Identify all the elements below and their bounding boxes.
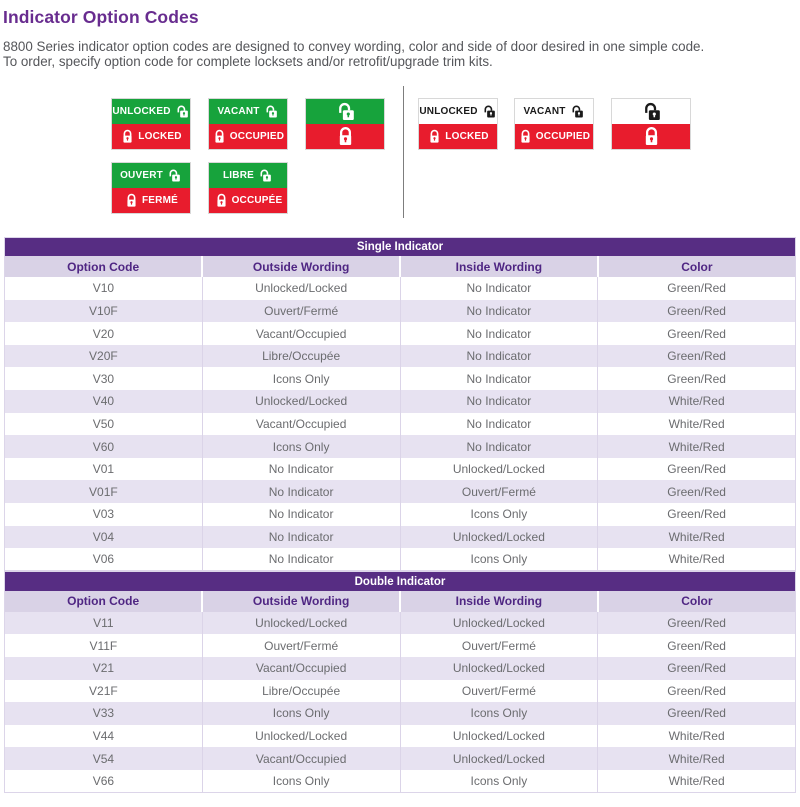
table-row bbox=[5, 725, 796, 748]
open-padlock-icon bbox=[334, 101, 357, 122]
badge-top-half bbox=[112, 163, 190, 188]
badge-top-label: LIBRE bbox=[223, 169, 254, 181]
color-cell: Green/Red bbox=[598, 680, 796, 703]
badge-top-label: UNLOCKED bbox=[419, 105, 478, 117]
color-cell: Green/Red bbox=[598, 322, 796, 345]
badge-top-label: VACANT bbox=[523, 105, 566, 117]
badge-top-half bbox=[306, 99, 384, 124]
closed-padlock-icon bbox=[427, 129, 442, 144]
outside-wording-cell: Icons Only bbox=[202, 367, 400, 390]
option-code-cell: V50 bbox=[5, 413, 203, 436]
badge-bottom-half bbox=[419, 124, 497, 149]
table-double-indicator bbox=[4, 571, 796, 793]
inside-wording-cell: No Indicator bbox=[400, 390, 598, 413]
table-row bbox=[5, 277, 796, 300]
table-row bbox=[5, 747, 796, 770]
inside-wording-cell: Icons Only bbox=[400, 503, 598, 526]
table-band-title: Double Indicator bbox=[5, 572, 796, 591]
badge-bottom-half bbox=[209, 124, 287, 149]
table-row bbox=[5, 345, 796, 368]
color-cell: Green/Red bbox=[598, 480, 796, 503]
inside-wording-cell: Unlocked/Locked bbox=[400, 526, 598, 549]
inside-wording-cell: No Indicator bbox=[400, 277, 598, 300]
option-code-cell: V20F bbox=[5, 345, 203, 368]
badge-bottom-half bbox=[209, 188, 287, 213]
indicator-badge bbox=[208, 98, 288, 150]
inside-wording-cell: Unlocked/Locked bbox=[400, 725, 598, 748]
badge-icon-wrap bbox=[120, 129, 135, 144]
badge-icon-wrap bbox=[174, 104, 190, 119]
table-band-title: Single Indicator bbox=[5, 237, 796, 256]
outside-wording-cell: Unlocked/Locked bbox=[202, 612, 400, 635]
outside-wording-cell: Vacant/Occupied bbox=[202, 657, 400, 680]
outside-wording-cell: Icons Only bbox=[202, 702, 400, 725]
column-header: Option Code bbox=[5, 591, 203, 612]
color-cell: White/Red bbox=[598, 390, 796, 413]
option-code-cell: V40 bbox=[5, 390, 203, 413]
badge-icon-wrap bbox=[427, 129, 442, 144]
color-cell: Green/Red bbox=[598, 367, 796, 390]
inside-wording-cell: No Indicator bbox=[400, 345, 598, 368]
table-row bbox=[5, 702, 796, 725]
badge-top-half bbox=[209, 99, 287, 124]
badge-bottom-label: OCCUPIED bbox=[535, 130, 591, 142]
color-cell: White/Red bbox=[598, 435, 796, 458]
column-header: Color bbox=[598, 591, 796, 612]
color-cell: Green/Red bbox=[598, 657, 796, 680]
badge-icon-wrap bbox=[335, 126, 356, 147]
indicator-badge bbox=[111, 98, 191, 150]
badge-bottom-half bbox=[112, 188, 190, 213]
closed-padlock-icon bbox=[124, 193, 139, 208]
open-padlock-icon bbox=[481, 104, 497, 119]
table-row bbox=[5, 367, 796, 390]
badge-top-label: OUVERT bbox=[120, 169, 163, 181]
closed-padlock-icon bbox=[335, 126, 356, 147]
badge-bottom-half bbox=[306, 124, 384, 149]
badge-bottom-half bbox=[515, 124, 593, 149]
outside-wording-cell: Ouvert/Fermé bbox=[202, 634, 400, 657]
color-cell: Green/Red bbox=[598, 458, 796, 481]
outside-wording-cell: Ouvert/Fermé bbox=[202, 300, 400, 323]
inside-wording-cell: No Indicator bbox=[400, 413, 598, 436]
badge-group-divider bbox=[403, 86, 404, 218]
color-cell: White/Red bbox=[598, 747, 796, 770]
open-padlock-icon bbox=[263, 104, 279, 119]
inside-wording-cell: Icons Only bbox=[400, 702, 598, 725]
intro-line-1: 8800 Series indicator option codes are designed to convey wording, color and side of door desired in one simple code. bbox=[3, 39, 705, 54]
badge-top-half bbox=[209, 163, 287, 188]
badge-top-half bbox=[612, 99, 690, 124]
tables bbox=[4, 237, 796, 793]
outside-wording-cell: No Indicator bbox=[202, 503, 400, 526]
indicator-badge bbox=[418, 98, 498, 150]
color-cell: Green/Red bbox=[598, 634, 796, 657]
option-code-cell: V04 bbox=[5, 526, 203, 549]
inside-wording-cell: No Indicator bbox=[400, 435, 598, 458]
table-row bbox=[5, 548, 796, 571]
option-code-cell: V30 bbox=[5, 367, 203, 390]
color-cell: White/Red bbox=[598, 548, 796, 571]
open-padlock-icon bbox=[174, 104, 190, 119]
outside-wording-cell: No Indicator bbox=[202, 526, 400, 549]
inside-wording-cell: Unlocked/Locked bbox=[400, 657, 598, 680]
option-code-cell: V44 bbox=[5, 725, 203, 748]
option-code-cell: V21F bbox=[5, 680, 203, 703]
badge-icon-wrap bbox=[481, 104, 497, 119]
column-header: Inside Wording bbox=[400, 591, 598, 612]
badge-bottom-label: LOCKED bbox=[445, 130, 489, 142]
color-cell: White/Red bbox=[598, 725, 796, 748]
table-row bbox=[5, 390, 796, 413]
color-cell: Green/Red bbox=[598, 345, 796, 368]
option-code-cell: V10F bbox=[5, 300, 203, 323]
badge-icon-wrap bbox=[166, 168, 182, 183]
inside-wording-cell: Ouvert/Fermé bbox=[400, 480, 598, 503]
outside-wording-cell: No Indicator bbox=[202, 480, 400, 503]
inside-wording-cell: Ouvert/Fermé bbox=[400, 634, 598, 657]
inside-wording-cell: Icons Only bbox=[400, 548, 598, 571]
outside-wording-cell: Icons Only bbox=[202, 770, 400, 793]
open-padlock-icon bbox=[166, 168, 182, 183]
option-code-cell: V21 bbox=[5, 657, 203, 680]
option-code-cell: V33 bbox=[5, 702, 203, 725]
outside-wording-cell: Libre/Occupée bbox=[202, 680, 400, 703]
badge-icon-wrap bbox=[518, 129, 533, 144]
option-code-cell: V20 bbox=[5, 322, 203, 345]
table-row bbox=[5, 680, 796, 703]
color-cell: Green/Red bbox=[598, 612, 796, 635]
option-code-cell: V60 bbox=[5, 435, 203, 458]
intro-text bbox=[3, 40, 800, 70]
closed-padlock-icon bbox=[641, 126, 662, 147]
inside-wording-cell: No Indicator bbox=[400, 367, 598, 390]
option-code-cell: V54 bbox=[5, 747, 203, 770]
outside-wording-cell: No Indicator bbox=[202, 548, 400, 571]
option-code-cell: V66 bbox=[5, 770, 203, 793]
badge-top-label: UNLOCKED bbox=[112, 105, 171, 117]
outside-wording-cell: Vacant/Occupied bbox=[202, 747, 400, 770]
indicator-badge bbox=[208, 162, 288, 214]
open-padlock-icon bbox=[640, 101, 663, 122]
column-header: Outside Wording bbox=[202, 591, 400, 612]
table-row bbox=[5, 413, 796, 436]
catalog-page bbox=[0, 7, 800, 793]
badge-icon-wrap bbox=[124, 193, 139, 208]
badge-bottom-half bbox=[112, 124, 190, 149]
option-code-cell: V06 bbox=[5, 548, 203, 571]
badge-icon-wrap bbox=[212, 129, 227, 144]
badge-bottom-label: LOCKED bbox=[138, 130, 182, 142]
outside-wording-cell: Unlocked/Locked bbox=[202, 725, 400, 748]
color-cell: Green/Red bbox=[598, 702, 796, 725]
option-code-cell: V01 bbox=[5, 458, 203, 481]
table-row bbox=[5, 526, 796, 549]
table-row bbox=[5, 770, 796, 793]
outside-wording-cell: Unlocked/Locked bbox=[202, 277, 400, 300]
badge-top-half bbox=[112, 99, 190, 124]
inside-wording-cell: Ouvert/Fermé bbox=[400, 680, 598, 703]
indicator-badge bbox=[111, 162, 191, 214]
color-cell: Green/Red bbox=[598, 300, 796, 323]
option-code-cell: V10 bbox=[5, 277, 203, 300]
badge-top-half bbox=[515, 99, 593, 124]
badge-icon-wrap bbox=[214, 193, 229, 208]
indicator-badge-icons-only bbox=[611, 98, 691, 150]
option-code-cell: V01F bbox=[5, 480, 203, 503]
badge-icon-wrap bbox=[334, 101, 357, 122]
inside-wording-cell: No Indicator bbox=[400, 322, 598, 345]
inside-wording-cell: Unlocked/Locked bbox=[400, 747, 598, 770]
table-row bbox=[5, 480, 796, 503]
open-padlock-icon bbox=[569, 104, 585, 119]
outside-wording-cell: No Indicator bbox=[202, 458, 400, 481]
table-row bbox=[5, 458, 796, 481]
indicator-badges-section bbox=[0, 90, 800, 214]
column-header: Option Code bbox=[5, 256, 203, 277]
indicator-badge-icons-only bbox=[305, 98, 385, 150]
table-row bbox=[5, 300, 796, 323]
badge-bottom-label: OCCUPIED bbox=[229, 130, 285, 142]
option-code-cell: V03 bbox=[5, 503, 203, 526]
badge-icon-wrap bbox=[569, 104, 585, 119]
closed-padlock-icon bbox=[212, 129, 227, 144]
badge-top-half bbox=[419, 99, 497, 124]
page-title: Indicator Option Codes bbox=[3, 7, 199, 27]
inside-wording-cell: Icons Only bbox=[400, 770, 598, 793]
color-cell: White/Red bbox=[598, 413, 796, 436]
inside-wording-cell: No Indicator bbox=[400, 300, 598, 323]
color-cell: White/Red bbox=[598, 770, 796, 793]
color-cell: Green/Red bbox=[598, 277, 796, 300]
closed-padlock-icon bbox=[518, 129, 533, 144]
badge-icon-wrap bbox=[263, 104, 279, 119]
table-row bbox=[5, 322, 796, 345]
inside-wording-cell: Unlocked/Locked bbox=[400, 612, 598, 635]
outside-wording-cell: Vacant/Occupied bbox=[202, 413, 400, 436]
badge-bottom-label: OCCUPÉE bbox=[231, 194, 283, 206]
table-single-indicator bbox=[4, 237, 796, 572]
badge-icon-wrap bbox=[641, 126, 662, 147]
badge-icon-wrap bbox=[257, 168, 273, 183]
intro-line-2: To order, specify option code for complete locksets and/or retrofit/upgrade trim kits. bbox=[3, 53, 493, 69]
indicator-badge bbox=[514, 98, 594, 150]
table-row bbox=[5, 634, 796, 657]
outside-wording-cell: Unlocked/Locked bbox=[202, 390, 400, 413]
color-cell: White/Red bbox=[598, 526, 796, 549]
table-row bbox=[5, 435, 796, 458]
outside-wording-cell: Libre/Occupée bbox=[202, 345, 400, 368]
table-row bbox=[5, 503, 796, 526]
inside-wording-cell: Unlocked/Locked bbox=[400, 458, 598, 481]
badge-bottom-half bbox=[612, 124, 690, 149]
column-header: Color bbox=[598, 256, 796, 277]
column-header: Inside Wording bbox=[400, 256, 598, 277]
table-row bbox=[5, 657, 796, 680]
option-code-cell: V11 bbox=[5, 612, 203, 635]
table-row bbox=[5, 612, 796, 635]
badge-bottom-label: FERMÉ bbox=[142, 194, 178, 206]
outside-wording-cell: Icons Only bbox=[202, 435, 400, 458]
outside-wording-cell: Vacant/Occupied bbox=[202, 322, 400, 345]
option-code-cell: V11F bbox=[5, 634, 203, 657]
badge-top-label: VACANT bbox=[217, 105, 260, 117]
column-header: Outside Wording bbox=[202, 256, 400, 277]
color-cell: Green/Red bbox=[598, 503, 796, 526]
open-padlock-icon bbox=[257, 168, 273, 183]
closed-padlock-icon bbox=[120, 129, 135, 144]
closed-padlock-icon bbox=[214, 193, 229, 208]
badge-icon-wrap bbox=[640, 101, 663, 122]
